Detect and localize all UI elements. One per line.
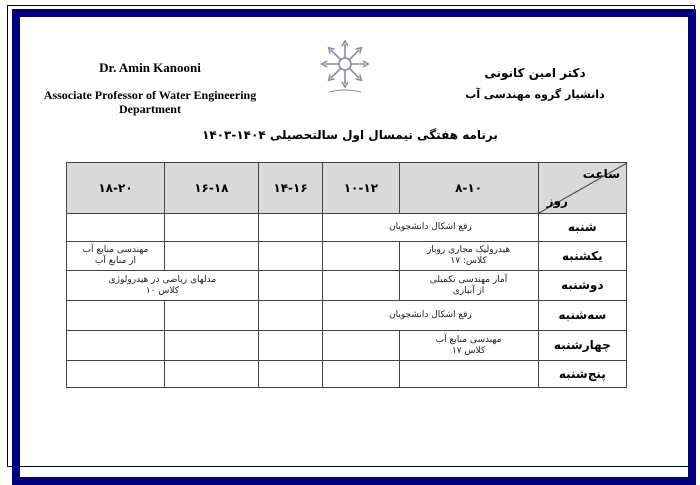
schedule-cell (67, 242, 165, 271)
table-row (67, 214, 627, 242)
empty-cell (258, 301, 322, 331)
day-cell: چهارشنبه (538, 331, 626, 361)
empty-cell (164, 331, 258, 361)
schedule-cell (67, 271, 259, 301)
empty-cell (323, 271, 399, 301)
day-cell: دوشنبه (538, 271, 626, 301)
table-row (67, 271, 627, 301)
weekly-schedule-table (66, 162, 627, 388)
day-cell: یکشنبه (538, 242, 626, 271)
empty-cell (164, 301, 258, 331)
schedule-title: برنامه هفتگی نیمسال اول سالتحصیلی ۱۴۰۴-۱۴۰۳ (202, 128, 498, 142)
course-name: مهندسی منابع آب (435, 334, 502, 345)
empty-cell (323, 331, 399, 361)
table-row (67, 331, 627, 361)
day-cell: شنبه (538, 214, 626, 242)
hour-label: ساعت (582, 167, 620, 181)
course-name: مدلهای ریاضی در هیدرولوژی (108, 274, 217, 285)
col-header: ۱۴-۱۶ (258, 163, 322, 214)
empty-cell (67, 361, 165, 388)
col-header: ۱۸-۲۰ (67, 163, 165, 214)
empty-cell (67, 301, 165, 331)
col-header: ۱۰-۱۲ (323, 163, 399, 214)
empty-cell (258, 331, 322, 361)
table-row (67, 361, 627, 388)
day-label: روز (546, 194, 568, 208)
schedule-cell: رفع اشکال دانشجویان (323, 301, 538, 331)
course-name: هیدرولیک مجاری روباز (426, 245, 511, 255)
course-name: آمار مهندسی تکمیلی (429, 274, 508, 285)
course-name: مهندسی منابع آب (82, 245, 149, 255)
course-room: کلاس ۱۰ (145, 285, 179, 296)
table-row (67, 301, 627, 331)
university-logo (315, 38, 375, 100)
corner-cell (538, 163, 626, 214)
day-cell: سه‌شنبه (538, 301, 626, 331)
english-title: Associate Professor of Water Engineering Department (43, 88, 257, 116)
schedule-cell (399, 271, 538, 301)
col-header: ۱۶-۱۸ (164, 163, 258, 214)
empty-cell (323, 242, 399, 271)
course-note: از منابع آب (94, 256, 137, 266)
empty-cell (67, 331, 165, 361)
empty-cell (399, 361, 538, 388)
empty-cell (258, 242, 322, 271)
course-room: کلاس ۱۷ (451, 345, 486, 356)
empty-cell (67, 214, 165, 242)
empty-cell (164, 214, 258, 242)
empty-cell (323, 361, 399, 388)
course-note: از آبیاری (452, 285, 485, 296)
table-row (67, 242, 627, 271)
persian-name: دکتر امین کانونی (484, 66, 586, 80)
course-room: کلاس: ۱۷ (450, 256, 487, 266)
empty-cell (164, 361, 258, 388)
empty-cell (258, 214, 322, 242)
schedule-cell (399, 242, 538, 271)
col-header: ۸-۱۰ (399, 163, 538, 214)
schedule-cell: رفع اشکال دانشجویان (323, 214, 538, 242)
empty-cell (258, 361, 322, 388)
empty-cell (258, 271, 322, 301)
persian-title: دانشیار گروه مهندسی آب (465, 88, 605, 101)
english-name: Dr. Amin Kanooni (99, 60, 201, 75)
day-cell: پنج‌شنبه (538, 361, 626, 388)
header-row (67, 163, 627, 214)
schedule-cell (399, 331, 538, 361)
empty-cell (164, 242, 258, 271)
